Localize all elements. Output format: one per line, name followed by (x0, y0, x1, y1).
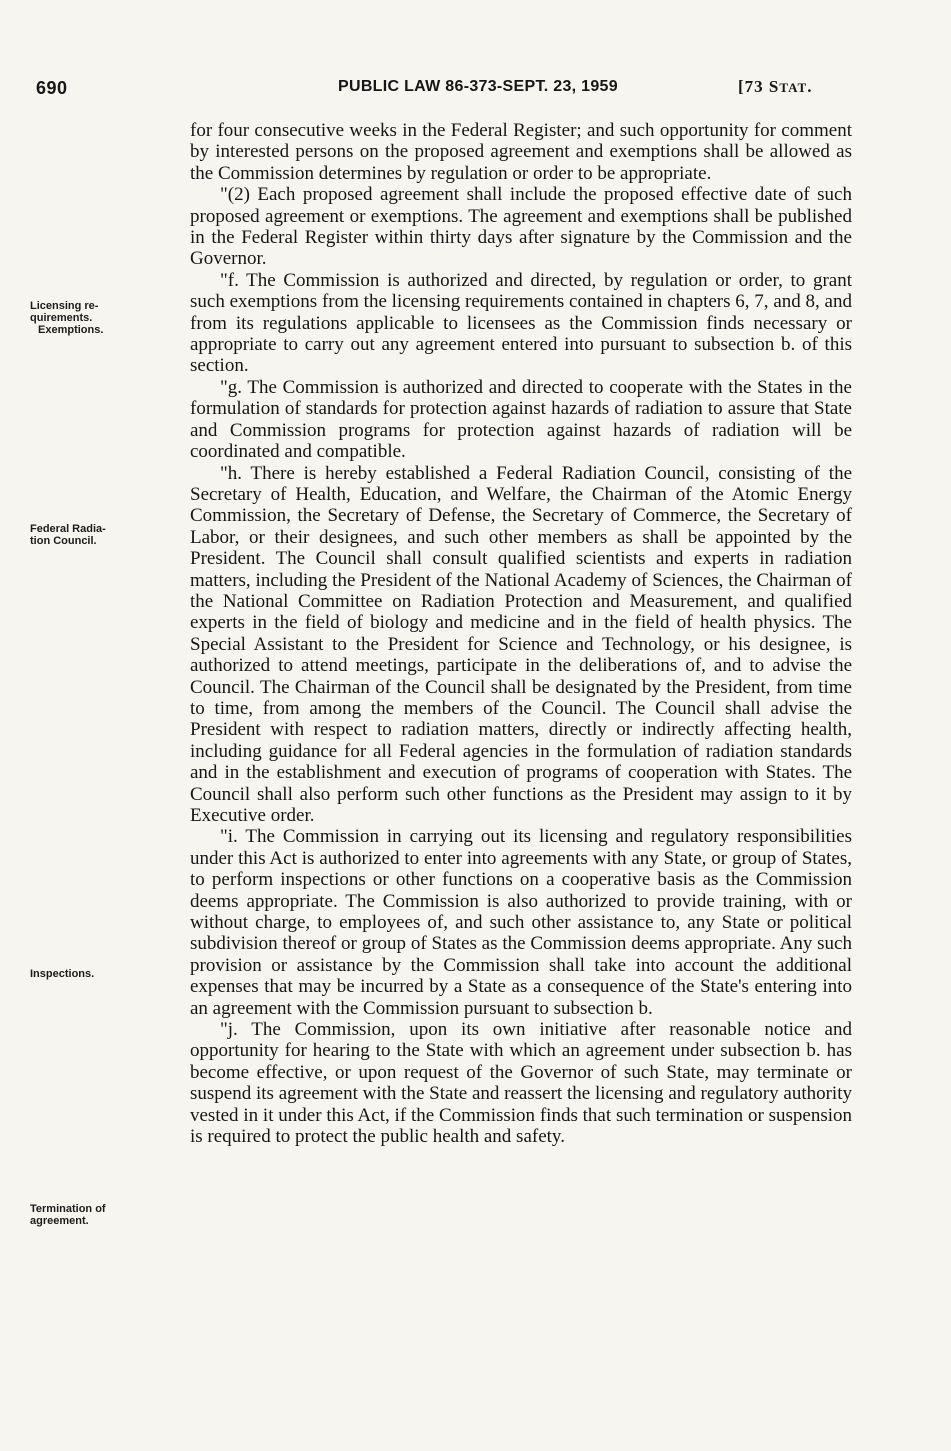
paragraph-e-2: "(2) Each proposed agreement shall include the proposed effective date of such proposed agreement or exemptions. The agreement and exemptions shall be published in the Federal Register within thirty days after signature by the Commission and the Governor. (190, 184, 852, 270)
paragraph-h: "h. There is hereby established a Federal Radiation Council, consisting of the Secretary of Health, Education, and Welfare, the Chairman of the Atomic Energy Commission, the Secretary of Defense, the Secretary of Commerce, the Secretary of Labor, or their designees, and such other members as shall be appointed by the President. The Council shall consult qualified scientists and experts in radiation matters, including the President of the National Academy of Sciences, the Chairman of the National Committee on Radiation Protection and Measurement, and qualified experts in the field of biology and medicine and in the field of health physics. The Special Assistant to the President for Science and Technology, or his designee, is authorized to attend meetings, participate in the deliberations of, and to advise the Council. The Chairman of the Council shall be designated by the President, from time to time, from among the members of the Council. The Council shall advise the President with respect to radiation matters, directly or indirectly affecting health, including guidance for all Federal agencies in the formulation of radiation standards and in the establishment and execution of programs of cooperation with States. The Council shall also perform such other functions as the President may assign to it by Executive order. (190, 462, 852, 826)
page-number: 690 (36, 78, 68, 98)
paragraph-continuation: for four consecutive weeks in the Federal Register; and such opportunity for comment by interested persons on the proposed agreement and exemptions shall be allowed as the Commission determines by regulation or order to be appropriate. (190, 120, 852, 184)
margin-note-termination-line1: Termination of (30, 1203, 106, 1215)
margin-note-inspections-text: Inspections. (30, 968, 95, 980)
margin-note-federal-radiation-council (30, 523, 182, 547)
margin-note-federal-line2: tion Council. (30, 535, 97, 547)
body-text (190, 120, 852, 1148)
margin-note-licensing-line2: quirements. (30, 312, 93, 324)
page-header (0, 78, 951, 102)
margin-note-inspections (30, 968, 182, 980)
margin-note-federal-line1: Federal Radia- (30, 523, 106, 535)
statute-reference-prefix: [73 S (738, 77, 780, 96)
paragraph-g: "g. The Commission is authorized and directed to cooperate with the States in the formulation of standards for protection against hazards of radiation to assure that State and Commission programs for protection against hazards of radiation will be coordinated and compatible. (190, 376, 852, 463)
statute-reference-suffix: . (807, 77, 813, 96)
running-title: PUBLIC LAW 86-373-SEPT. 23, 1959 (338, 78, 618, 95)
statute-reference-smallcaps: TAT (779, 80, 808, 95)
margin-note-termination (30, 1203, 182, 1227)
margin-note-licensing (30, 300, 182, 336)
statute-reference (738, 77, 812, 97)
paragraph-j: "j. The Commission, upon its own initiative after reasonable notice and opportunity for hearing to the State with which an agreement under subsection b. has become effective, or upon request of the Governor of such State, may terminate or suspend its agreement with the State and reassert the licensing and regulatory authority vested in it under this Act, if the Commission finds that such termination or suspension is required to protect the public health and safety. (190, 1019, 852, 1148)
margin-note-exemptions: Exemptions. (38, 324, 104, 336)
margin-note-termination-line2: agreement. (30, 1215, 89, 1227)
paragraph-i: "i. The Commission in carrying out its licensing and regulatory responsibilities under this Act is authorized to enter into agreements with any State, or group of States, to perform inspections or other functions on a cooperative basis as the Commission deems appropriate. The Commission is also authorized to provide training, with or without charge, to employees of, and such other assistance to, any State or political subdivision thereof or group of States as the Commission deems appropriate. Any such provision or assistance by the Commission shall take into account the additional expenses that may be incurred by a State as a consequence of the State's entering into an agreement with the Commission pursuant to subsection b. (190, 826, 852, 1019)
paragraph-f: "f. The Commission is authorized and directed, by regulation or order, to grant such exemptions from the licensing requirements contained in chapters 6, 7, and 8, and from its regulations applicable to licensees as the Commission finds necessary or appropriate to carry out any agreement entered into pursuant to subsection b. of this section. (190, 269, 852, 377)
margin-note-licensing-line1: Licensing re- (30, 300, 99, 312)
